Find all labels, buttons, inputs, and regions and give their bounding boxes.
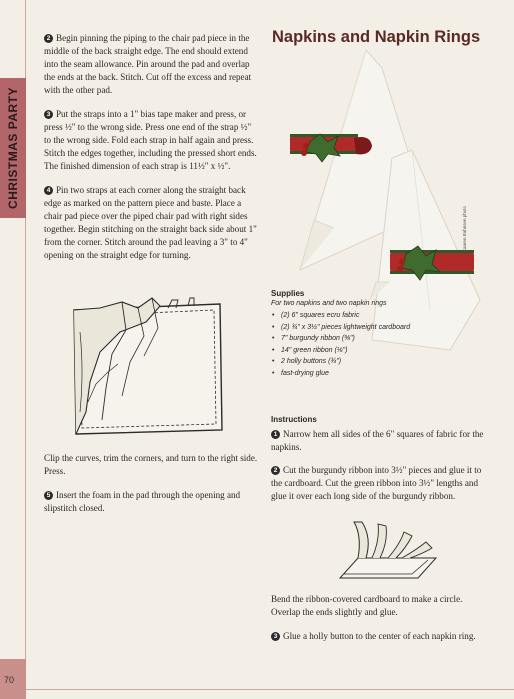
left-step-3 [44, 108, 258, 173]
section-tab [0, 78, 26, 218]
left-step-3-text: Put the straps into a 1" bias tape maker and press, or press ½" to the wrong side. Press one end of the strap ½" to the wrong side. Fold each strap in half again and press. Stitch the edges together, including the pressed short ends. The finished dimension of each strap is 11½" x ½". [44, 109, 257, 171]
left-step-2 [44, 32, 258, 97]
step-number-icon: 2 [271, 466, 280, 475]
left-step-2-text: Begin pinning the piping to the chair pad piece in the middle of the back straight edge. The end should extend into the seam allowance. Pin around the pad and overlap the ends at the back. Stitch. Cut off the excess and repeat with the other pad. [44, 33, 252, 95]
left-column [44, 32, 258, 273]
supplies-section [271, 289, 471, 379]
right-step-2-text: Cut the burgundy ribbon into 3½" pieces and glue it to the cardboard. Cut the green ribbon into 3½" lengths and glue it over each long side of the burgundy ribbon. [271, 465, 482, 501]
left-step-4 [44, 184, 258, 262]
page-number: 70 [4, 675, 15, 685]
instructions-heading: Instructions [271, 415, 317, 424]
left-step-5 [44, 489, 258, 515]
photo-credit: Kaaren Bahnsen photo [462, 206, 467, 253]
supplies-subheading: For two napkins and two napkin rings [271, 300, 387, 307]
right-step-1-text: Narrow hem all sides of the 6" squares of fabric for the napkins. [271, 429, 484, 452]
section-tab-label: CHRISTMAS PARTY [6, 87, 20, 209]
supplies-list [271, 310, 471, 379]
right-step-1 [271, 428, 485, 454]
right-step-2 [271, 464, 485, 503]
supply-item: • 2 holly buttons (¾") [271, 356, 471, 368]
right-bend-text: Bend the ribbon-covered cardboard to make a circle. Overlap the ends slightly and glue. [271, 594, 463, 617]
supplies-heading: Supplies [271, 289, 305, 298]
step-number-icon: 3 [44, 110, 53, 119]
step-number-icon: 1 [271, 430, 280, 439]
left-step-4-text: Pin two straps at each corner along the straight back edge as marked on the pattern piece and baste. Place a chair pad piece over the piped chair pad with right sides together. Begin stitching on the straight back side about 1" from the corner. Stitch around the pad leaving a 3" to 4" opening on the straight edge for turning. [44, 185, 257, 260]
supply-item: • 7" burgundy ribbon (⅝") [271, 333, 471, 345]
left-step-5-text: Insert the foam in the pad through the opening and slipstitch closed. [44, 490, 241, 513]
ribbon-bend-illustration [332, 518, 442, 586]
step-number-icon: 4 [44, 186, 53, 195]
supply-item: • (2) 6" squares ecru fabric [271, 310, 471, 322]
right-step-3-text: Glue a holly button to the center of each napkin ring. [283, 631, 476, 641]
left-clip-text: Clip the curves, trim the corners, and turn to the right side. Press. [44, 453, 258, 476]
bottom-rule [26, 689, 514, 690]
supply-item: • (2) ¾" x 3½" pieces lightweight cardboard [271, 322, 471, 334]
right-step-3 [271, 630, 485, 643]
supply-item: • fast-drying glue [271, 368, 471, 380]
page-title: Napkins and Napkin Rings [272, 28, 481, 46]
step-number-icon: 5 [44, 491, 53, 500]
step-number-icon: 3 [271, 632, 280, 641]
chair-pad-illustration [60, 292, 236, 442]
step-number-icon: 2 [44, 34, 53, 43]
supply-item: • 14" green ribbon (⅛") [271, 345, 471, 357]
